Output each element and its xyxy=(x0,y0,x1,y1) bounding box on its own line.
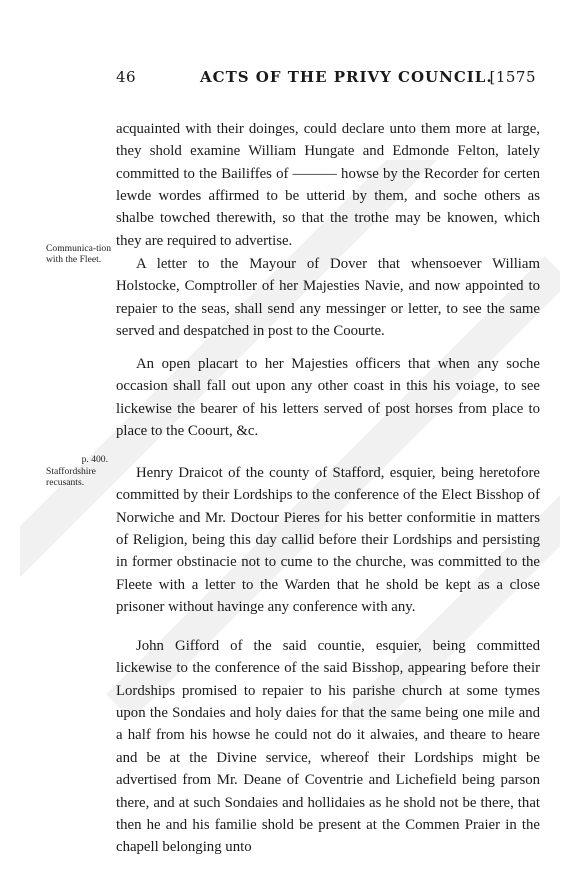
page-header xyxy=(116,68,536,88)
paragraph-henry-draicot xyxy=(116,447,540,633)
paragraph-text: Henry Draicot of the county of Stafford, esquier, being heretofore committed by their Lordships to the conference of the Elect Bisshop of Norwiche and Mr. Doctour Pieres for his better conformitie in matters of Religion, being this day callid before their Lordships and persisting in former obstinacie not to cume to the churche, was committed to the Fleete with a letter to the Warden that he shold be kept as a close prisoner without havinge any conference with any. xyxy=(116,464,540,616)
year-marker: [1575 xyxy=(489,68,536,86)
margin-note-recusants: Staffordshire recusants. xyxy=(46,466,96,488)
paragraph-open-placart xyxy=(116,338,540,457)
paragraph-john-gifford xyxy=(116,620,540,874)
paragraph-text: John Gifford of the said countie, esquier, being committed lickewise to the conference of the said Bisshop, appearing before their Lordships promised to repaier to his parishe church at some tymes upon the Sondaies and holy daies for that the same being one mile and a half from his howse he could not do it alwaies, and theare to heare and be at the Divine service, whereof their Lordships might be advertised from Mr. Deane of Coventrie and Lichefield being parson there, and at such Sondaies and hollidaies as he shold not be there, that then he and his familie shold be present at the Commen Praier in the chapell belonging unto xyxy=(116,637,540,856)
paragraph-text: acquainted with their doinges, could declare unto them more at large, they shold examine William Hungate and Edmonde Felton, lately committed to the Bailiffes of ——— howse by the Recorder for certen lewde wordes affirmed to be utterid by them, and soche others as shalbe towched therewith, so that the trothe may be knowen, which they are required to advertise. xyxy=(116,120,540,249)
paragraph-text: An open placart to her Majesties officers that when any soche occasion shall fall out upon any other coast in this his voiage, to see lickewise the bearer of his letters served of post horses from place to place to the Coourt, &c. xyxy=(116,355,540,440)
margin-note-page-ref: p. 400. xyxy=(81,454,108,465)
paragraph-text: A letter to the Mayour of Dover that whensoever William Holstocke, Comptroller of her Majesties Navie, and now appointed to repaier to the seas, shall send any messinger or letter, to see the same served and despatched in post to the Coourte. xyxy=(116,255,540,340)
running-title: ACTS OF THE PRIVY COUNCIL. xyxy=(200,68,493,86)
margin-note-communication: Communica-tion with the Fleet. xyxy=(46,243,112,265)
page-number: 46 xyxy=(116,68,137,86)
